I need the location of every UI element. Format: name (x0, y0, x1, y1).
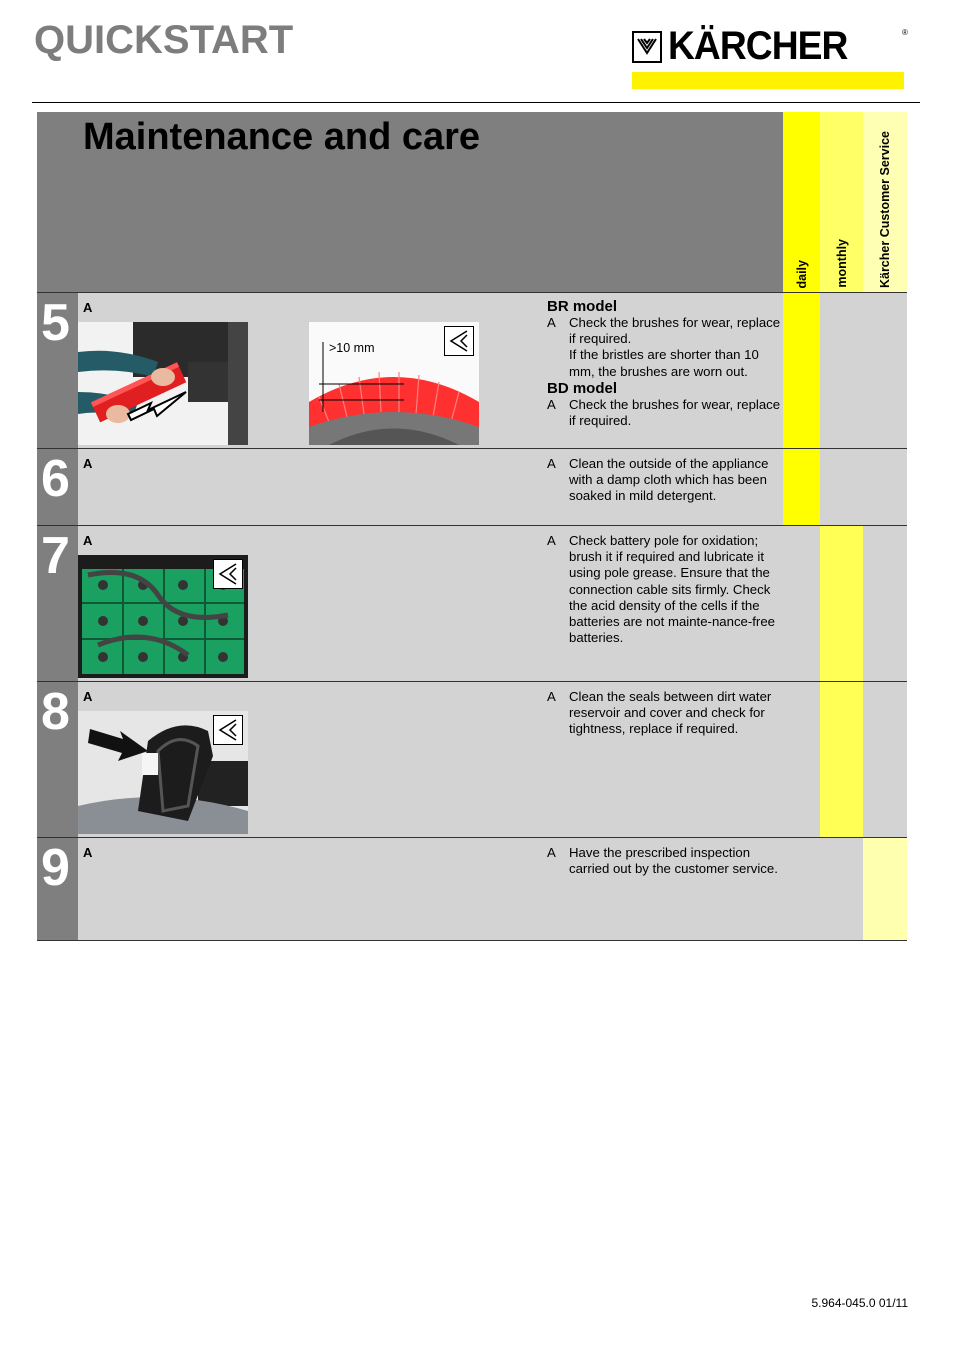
column-label-daily: daily (794, 259, 809, 288)
battery-photo (78, 555, 248, 678)
registered-mark: ® (902, 28, 908, 37)
maintenance-row-6 (37, 448, 907, 526)
row-7-text (547, 533, 787, 646)
measure-label: >10 mm (329, 341, 375, 355)
interval-service-cell (863, 449, 907, 526)
row-6-text (547, 456, 787, 505)
interval-monthly-cell (820, 838, 863, 940)
interval-service-cell (863, 293, 907, 449)
column-header-monthly (820, 112, 863, 292)
interval-monthly-cell (820, 526, 863, 682)
table-header (37, 112, 783, 292)
maintenance-row-7 (37, 525, 907, 682)
karcher-logo-word: KÄRCHER (668, 24, 848, 68)
karcher-logo-mark-icon (632, 31, 662, 63)
column-label-service: Kärcher Customer Service (878, 130, 892, 288)
list-item: A Check battery pole for oxidation; brush it if required and lubricate it using pole grease. Ensure that the connection cable sits firmly. Check the acid density of the cells if the batteries are not mainte-nance-free batteries. (547, 533, 775, 646)
karcher-logo-bar (632, 72, 904, 89)
brush-removal-photo (78, 322, 248, 445)
row-9-text (547, 845, 787, 877)
step-number: 9 (41, 839, 70, 897)
document-number: 5.964-045.0 01/11 (811, 1296, 908, 1310)
row-8-text (547, 689, 787, 738)
maintenance-row-8 (37, 681, 907, 838)
brush-detail-photo (309, 322, 479, 445)
interval-daily-cell (783, 838, 820, 940)
interval-monthly-cell (820, 682, 863, 838)
maintenance-row-5 (37, 292, 907, 449)
interval-daily-cell (783, 293, 820, 449)
interval-service-cell (863, 682, 907, 838)
maintenance-table (37, 112, 907, 941)
column-label-monthly: monthly (834, 239, 849, 288)
figure-label: A (83, 533, 93, 548)
list-item: A Have the prescribed inspection carried out by the customer service. (547, 845, 778, 877)
step-number: 5 (41, 294, 70, 352)
row-body (78, 293, 783, 449)
list-item: A Clean the outside of the appliance with a damp cloth which has been soaked in mild detergent. (547, 456, 769, 504)
step-number: 7 (41, 527, 70, 585)
figure-label: A (83, 300, 93, 315)
figure-label: A (83, 456, 93, 471)
list-item: A Clean the seals between dirt water reservoir and cover and check for tightness, replace if required. (547, 689, 772, 737)
step-number: 6 (41, 450, 70, 508)
interval-monthly-cell (820, 293, 863, 449)
karcher-logo (632, 24, 908, 90)
row-body (78, 838, 783, 940)
list-item: A Check the brushes for wear, replace if required. (547, 396, 781, 429)
maintenance-row-9 (37, 837, 907, 941)
figure-label: A (83, 689, 93, 704)
row-body (78, 449, 783, 526)
header-rule (32, 102, 920, 103)
seal-photo (78, 711, 248, 834)
interval-service-cell (863, 838, 907, 940)
row-body (78, 682, 783, 838)
column-header-daily (783, 112, 820, 292)
section-title: Maintenance and care (83, 116, 481, 158)
list-item-note: If the bristles are shorter than 10 mm, the brushes are worn out. (569, 347, 759, 379)
inspect-icon (213, 715, 243, 745)
interval-daily-cell (783, 682, 820, 838)
document-title: QUICKSTART (34, 18, 294, 62)
interval-daily-cell (783, 526, 820, 682)
step-number: 8 (41, 683, 70, 741)
subheading-bd-model: BD model (547, 379, 618, 397)
inspect-icon (444, 326, 474, 356)
interval-service-cell (863, 526, 907, 682)
inspect-icon (213, 559, 243, 589)
interval-monthly-cell (820, 449, 863, 526)
subheading-br-model: BR model (547, 298, 618, 315)
list-item: A Check the brushes for wear, replace if required. (547, 315, 781, 347)
row-5-text (547, 298, 787, 429)
figure-label: A (83, 845, 93, 860)
column-header-service (863, 112, 907, 292)
row-body (78, 526, 783, 682)
interval-daily-cell (783, 449, 820, 526)
